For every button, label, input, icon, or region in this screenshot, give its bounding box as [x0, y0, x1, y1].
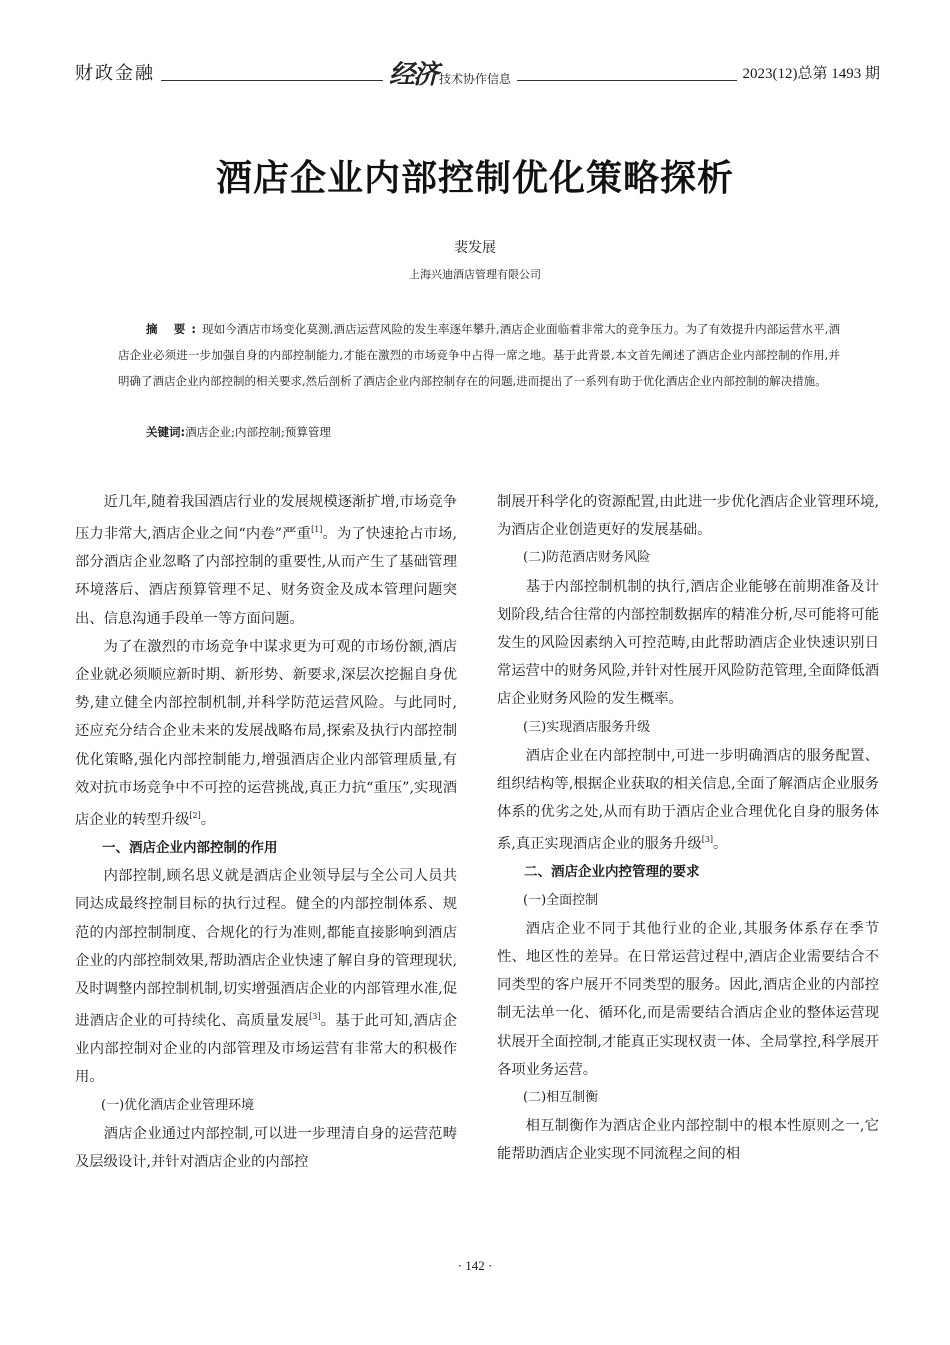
paragraph-text: 。基于此可知,酒店企业内部控制对企业的内部管理及市场运营有非常大的积极作用。 — [75, 1012, 458, 1086]
subsection-heading: (一)优化酒店企业管理环境 — [101, 1097, 255, 1113]
keywords — [146, 424, 331, 440]
paragraph-text: 内部控制,顾名思义就是酒店企业领导层与全公司人员共同达成最终控制目标的执行过程。健全的内部控制体系、规范的内部控制制度、合规化的行为准则,都能直接影响到酒店企业的内部控制效果,帮助酒店企业快速了解自身的管理现状,及时调整内部控制机制,切实增强酒店企业的内部管理水准,促进酒店企业的可持续化、高质量发展 — [75, 868, 457, 1029]
paragraph: 相互制衡作为酒店企业内部控制中的根本性原则之一,它能帮助酒店企业实现不同流程之间的相 — [497, 1118, 879, 1163]
paragraph-text: 近几年,随着我国酒店行业的发展规模逐渐扩增,市场竞争压力非常大,酒店企业之间“内卷”严重 — [75, 494, 457, 542]
subsection-heading: (二)防范酒店财务风险 — [523, 550, 651, 566]
issue-info: 2023(12)总第 1493 期 — [737, 62, 881, 83]
paragraph-text: 。为了快速抢占市场,部分酒店企业忽略了内部控制的重要性,从而产生了基础管理环境落后、酒店预算管理不足、财务资金及成本管理问题突出、信息沟通手段单一等方面问题。 — [75, 525, 457, 627]
paragraph: 制展开科学化的资源配置,由此进一步优化酒店企业管理环境,为酒店企业创造更好的发展基础。 — [497, 494, 879, 539]
abstract-text: 现如今酒店市场变化莫测,酒店运营风险的发生率逐年攀升,酒店企业面临着非常大的竞争压力。为了有效提升内部运营水平,酒店企业必须进一步加强自身的内部控制能力,才能在激烈的市场竞争中占得一席之地。基于此背景,本文首先阐述了酒店企业内部控制的作用,并明确了酒店企业内部控制的相关要求,然后剖析了酒店企业内部控制存在的问题,进而提出了一系列有助于优化酒店企业内部控制的解决措施。 — [118, 322, 840, 388]
citation: [1] — [311, 525, 323, 535]
paragraph-text: 。 — [713, 836, 728, 853]
journal-name: 技术协作信息 — [439, 72, 512, 86]
citation: [3] — [701, 835, 714, 845]
citation: [2] — [189, 811, 201, 820]
section-heading: 一、酒店企业内部控制的作用 — [102, 839, 278, 856]
section-name: 财政金融 — [75, 59, 161, 85]
paragraph — [75, 633, 457, 834]
right-column — [497, 488, 879, 1169]
paragraph — [75, 488, 457, 633]
paragraph: 酒店企业不同于其他行业的企业,其服务体系存在季节性、地区性的差异。在日常运营过程中,酒店企业需要结合不同类型的客户展开不同类型的服务。因此,酒店企业的内部控制无法单一化、循环化,而是需要结合酒店企业的整体运营现状展开全面控制,才能真正实现权责一体、全局掌控,科学展开各项业务运营。 — [497, 920, 879, 1078]
subsection-heading: (二)相互制衡 — [523, 1090, 599, 1106]
abstract — [118, 316, 840, 394]
left-column — [75, 488, 457, 1176]
paragraph: 基于内部控制机制的执行,酒店企业能够在前期准备及计划阶段,结合往常的内部控制数据库的精准分析,尽可能将可能发生的风险因素纳入可控范畴,由此帮助酒店企业快速识别日常运营中的财务风险,并针对性展开风险防范管理,全面降低酒店企业财务风险的发生概率。 — [497, 578, 879, 708]
journal-logo — [383, 54, 517, 91]
author: 裴发展 — [454, 240, 496, 256]
paragraph: 酒店企业通过内部控制,可以进一步理清自身的运营范畴及层级设计,并针对酒店企业的内部控 — [75, 1125, 457, 1170]
paragraph-text: 酒店企业在内部控制中,可进一步明确酒店的服务配置、组织结构等,根据企业获取的相关信息,全面了解酒店企业服务体系的优劣之处,从而有助于酒店企业合理优化自身的服务体系,真正实现酒店企业的服务升级 — [497, 747, 879, 853]
paragraph-text: 。 — [200, 811, 216, 828]
running-header — [75, 56, 880, 90]
subsection-heading: (三)实现酒店服务升级 — [523, 719, 651, 735]
section-heading: 二、酒店企业内控管理的要求 — [524, 864, 700, 881]
abstract-label: 摘 要: — [146, 322, 202, 336]
subsection-heading: (一)全面控制 — [523, 892, 599, 908]
keywords-label: 关键词: — [146, 425, 186, 439]
paragraph-text: 为了在激烈的市场竞争中谋求更为可观的市场份额,酒店企业就必须顺应新时期、新形势、新要求,深层次挖掘自身优势,建立健全内部控制机制,并科学防范运营风险。与此同时,还应充分结合企业未来的发展战略布局,探索及执行内部控制优化策略,强化内部控制能力,增强酒店企业内部管理质量,有效对抗市场竞争中不可控的运营挑战,真正力抗“重压”,实现酒店企业的转型升级 — [75, 638, 457, 828]
paragraph — [497, 742, 879, 859]
article-title: 酒店企业内部控制优化策略探析 — [215, 158, 734, 199]
citation: [3] — [309, 1012, 321, 1022]
journal-logo-mark: 经济 — [389, 60, 438, 90]
keywords-text: 酒店企业;内部控制;预算管理 — [185, 425, 331, 439]
affiliation: 上海兴迪酒店管理有限公司 — [409, 268, 541, 281]
page-number: · 142 · — [457, 1258, 493, 1273]
paragraph — [75, 862, 457, 1091]
